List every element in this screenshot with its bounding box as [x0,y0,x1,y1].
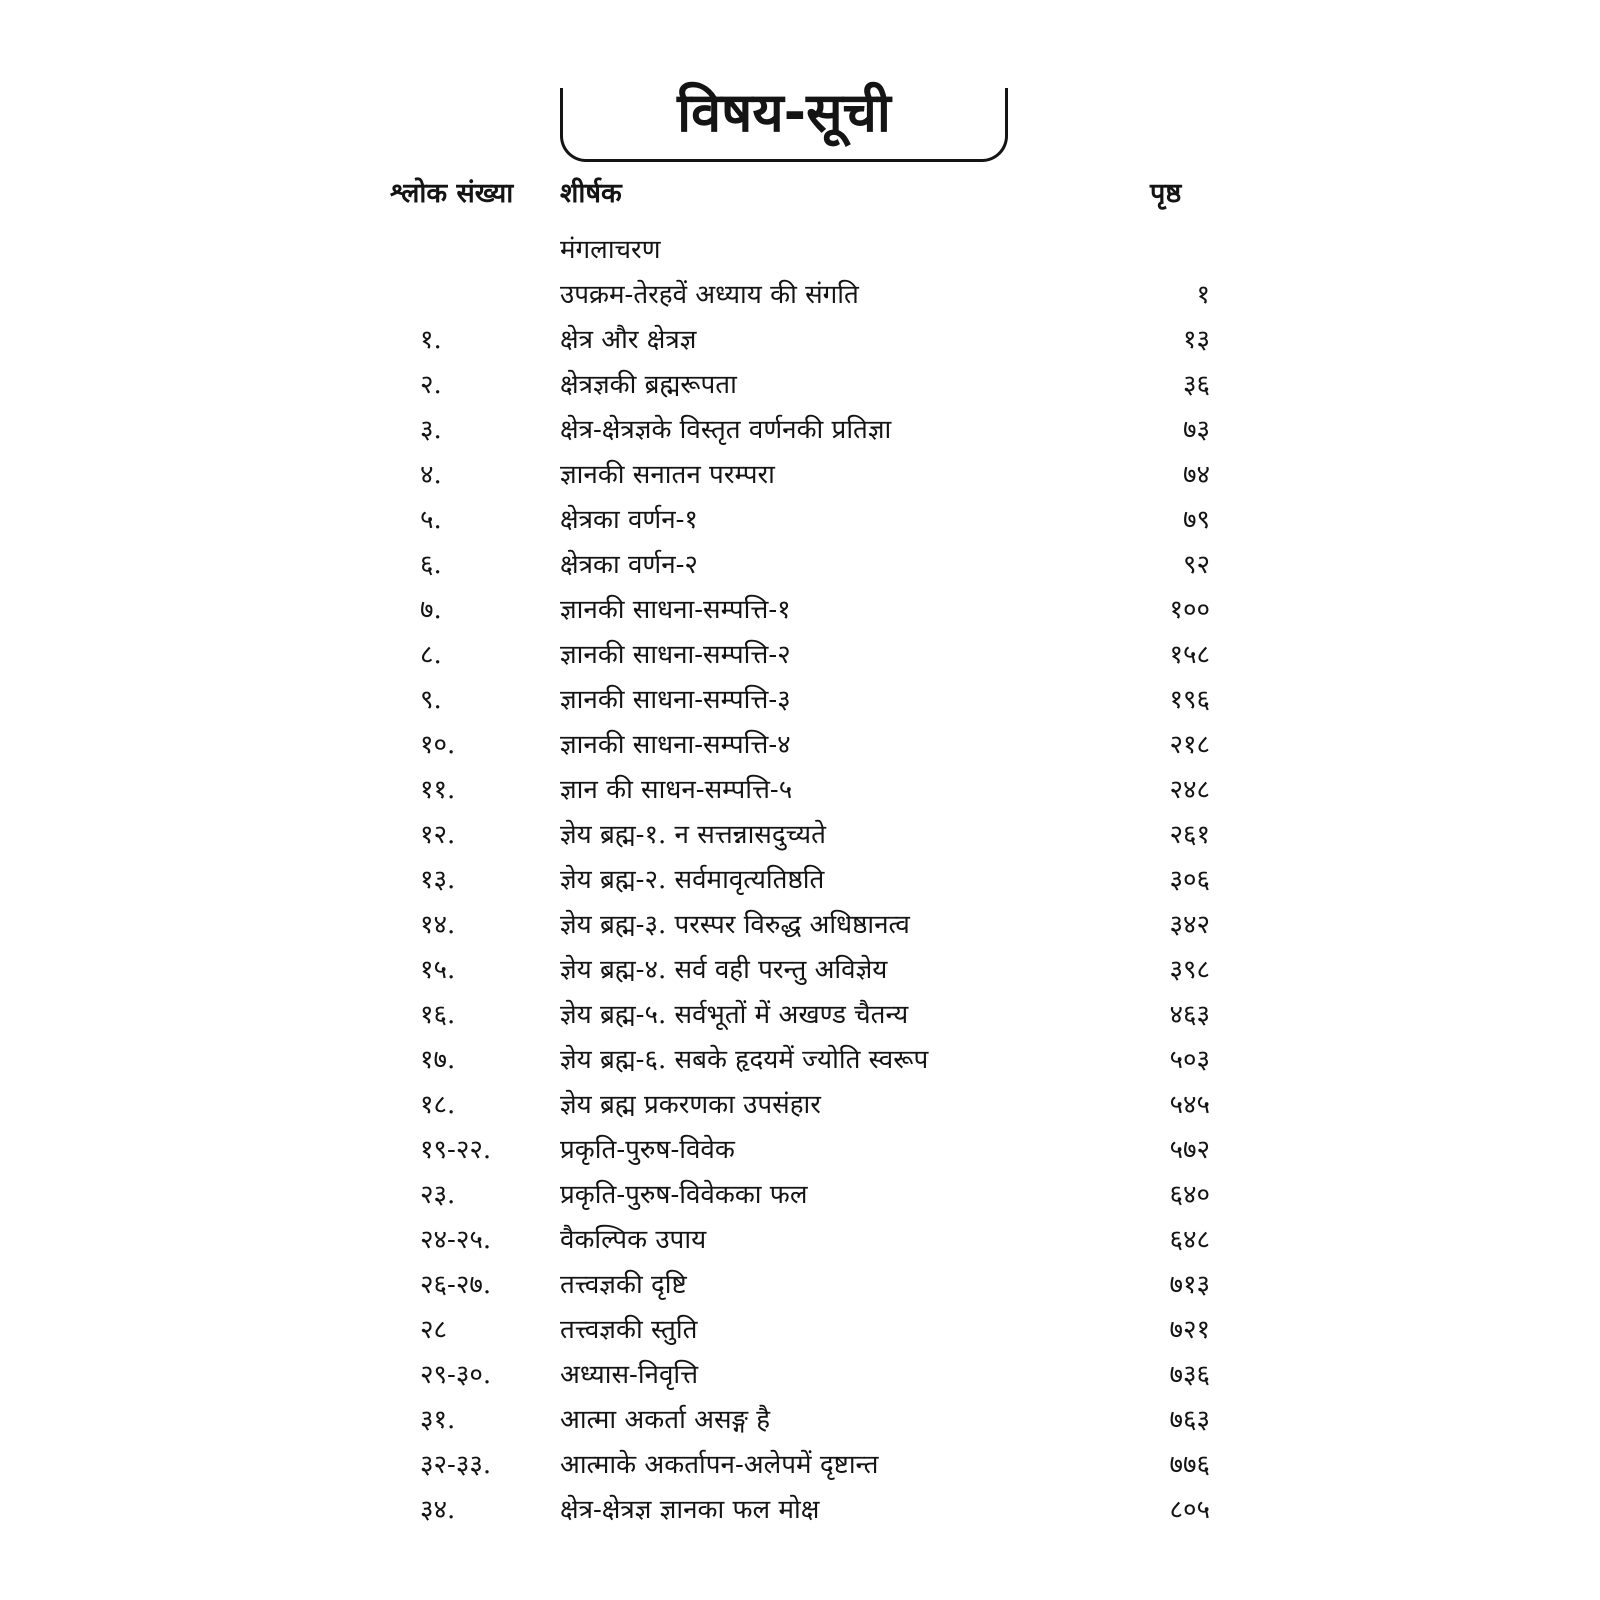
verse-number: १९-२२. [420,1135,492,1165]
entry-title: प्रकृति-पुरुष-विवेकका फल [560,1180,808,1210]
page-number: २१८ [1169,730,1210,760]
verse-number: ६. [420,550,442,580]
contents-row [0,993,1600,1038]
page-number: ७९ [1182,505,1210,535]
entry-title: क्षेत्रज्ञकी ब्रह्मरूपता [560,370,737,400]
entry-title: उपक्रम-तेरहवें अध्याय की संगति [560,280,859,310]
entry-title: आत्मा अकर्ता असङ्ग है [560,1405,771,1435]
contents-row [0,813,1600,858]
entry-title: क्षेत्र-क्षेत्रज्ञके विस्तृत वर्णनकी प्रतिज्ञा [560,415,892,445]
entry-title: ज्ञान की साधन-सम्पत्ति-५ [560,775,793,805]
entry-title: ज्ञानकी साधना-सम्पत्ति-३ [560,685,791,715]
verse-number: ३२-३३. [420,1450,492,1480]
contents-row [0,588,1600,633]
verse-number: ८. [420,640,442,670]
contents-row [0,903,1600,948]
verse-number: १३. [420,865,456,895]
contents-row [0,318,1600,363]
entry-title: ज्ञानकी साधना-सम्पत्ति-४ [560,730,791,760]
entry-title: ज्ञेय ब्रह्म प्रकरणका उपसंहार [560,1090,821,1120]
entry-title: ज्ञानकी साधना-सम्पत्ति-२ [560,640,791,670]
verse-number: ३. [420,415,442,445]
entry-title: अध्यास-निवृत्ति [560,1360,699,1390]
contents-row [0,543,1600,588]
contents-row [0,1488,1600,1533]
page-number: ३६ [1182,370,1210,400]
verse-number: १. [420,325,442,355]
contents-list [0,228,1600,1533]
verse-number: १६. [420,1000,456,1030]
entry-title: ज्ञानकी साधना-सम्पत्ति-१ [560,595,791,625]
contents-row [0,363,1600,408]
entry-title: ज्ञानकी सनातन परम्परा [560,460,775,490]
page-number: ५७२ [1169,1135,1210,1165]
page-number: ७३ [1182,415,1210,445]
page-number: ७३६ [1169,1360,1210,1390]
entry-title: ज्ञेय ब्रह्म-५. सर्वभूतों में अखण्ड चैतन्य [560,1000,909,1030]
contents-row [0,1173,1600,1218]
verse-number: २९-३०. [420,1360,492,1390]
contents-row [0,1263,1600,1308]
entry-title: आत्माके अकर्तापन-अलेपमें दृष्टान्त [560,1450,879,1480]
page-number: ३४२ [1169,910,1210,940]
verse-number: १५. [420,955,456,985]
entry-title: ज्ञेय ब्रह्म-६. सबके हृदयमें ज्योति स्वरूप [560,1045,929,1075]
page-number: ८०५ [1169,1495,1210,1525]
page-number: १०० [1169,595,1210,625]
verse-number: १४. [420,910,456,940]
entry-title: ज्ञेय ब्रह्म-२. सर्वमावृत्यतिष्ठति [560,865,825,895]
page-number: ९२ [1182,550,1210,580]
entry-title: ज्ञेय ब्रह्म-१. न सत्तन्नासदुच्यते [560,820,826,850]
entry-title: वैकल्पिक उपाय [560,1225,707,1255]
entry-title: क्षेत्रका वर्णन-१ [560,505,698,535]
verse-number: ३४. [420,1495,456,1525]
contents-row [0,1038,1600,1083]
contents-row [0,498,1600,543]
entry-title: तत्त्वज्ञकी स्तुति [560,1315,698,1345]
page-number: २६१ [1169,820,1210,850]
contents-row [0,1128,1600,1173]
verse-number: ११. [420,775,456,805]
page-number: ३९८ [1169,955,1210,985]
verse-number: ९. [420,685,442,715]
page-number: १५८ [1169,640,1210,670]
entry-title: ज्ञेय ब्रह्म-४. सर्व वही परन्तु अविज्ञेय [560,955,888,985]
page-number: १९६ [1169,685,1210,715]
entry-title: क्षेत्रका वर्णन-२ [560,550,698,580]
page-number: ५०३ [1169,1045,1210,1075]
verse-number: ७. [420,595,442,625]
contents-row [0,1398,1600,1443]
page-number: ६४० [1169,1180,1210,1210]
page-number: १ [1196,280,1210,310]
contents-row [0,1218,1600,1263]
verse-number: ४. [420,460,442,490]
verse-number: २३. [420,1180,456,1210]
verse-number: १७. [420,1045,456,1075]
verse-number: १८. [420,1090,456,1120]
entry-title: क्षेत्र-क्षेत्रज्ञ ज्ञानका फल मोक्ष [560,1495,820,1525]
page-number: ६४८ [1169,1225,1210,1255]
page-number: ७४ [1182,460,1210,490]
contents-row [0,1443,1600,1488]
contents-row [0,273,1600,318]
contents-row [0,408,1600,453]
verse-number: १०. [420,730,456,760]
contents-row [0,1353,1600,1398]
contents-row [0,1308,1600,1353]
contents-row [0,948,1600,993]
header-page: पृष्ठ [1150,178,1182,209]
page-number: ७२१ [1169,1315,1210,1345]
page-number: २४८ [1169,775,1210,805]
page-number: १३ [1182,325,1210,355]
entry-title: तत्त्वज्ञकी दृष्टि [560,1270,687,1300]
entry-title: प्रकृति-पुरुष-विवेक [560,1135,735,1165]
contents-row [0,453,1600,498]
contents-row [0,858,1600,903]
header-heading: शीर्षक [560,178,622,209]
contents-row [0,768,1600,813]
header-verse-number: श्लोक संख्या [390,178,514,209]
contents-row [0,678,1600,723]
verse-number: ३१. [420,1405,456,1435]
verse-number: १२. [420,820,456,850]
contents-row [0,633,1600,678]
contents-row [0,228,1600,273]
page-number: ३०६ [1169,865,1210,895]
contents-row [0,1083,1600,1128]
verse-number: २४-२५. [420,1225,492,1255]
page-number: ७१३ [1169,1270,1210,1300]
page-number: ७६३ [1169,1405,1210,1435]
contents-row [0,723,1600,768]
page-number: ४६३ [1169,1000,1210,1030]
verse-number: २६-२७. [420,1270,492,1300]
verse-number: ५. [420,505,442,535]
verse-number: २. [420,370,442,400]
entry-title: ज्ञेय ब्रह्म-३. परस्पर विरुद्ध अधिष्ठानत्व [560,910,910,940]
verse-number: २८ [420,1315,448,1345]
page-number: ७७६ [1169,1450,1210,1480]
page-number: ५४५ [1169,1090,1210,1120]
entry-title: क्षेत्र और क्षेत्रज्ञ [560,325,697,355]
entry-title: मंगलाचरण [560,235,661,265]
page-title: विषय-सूची [677,81,891,144]
